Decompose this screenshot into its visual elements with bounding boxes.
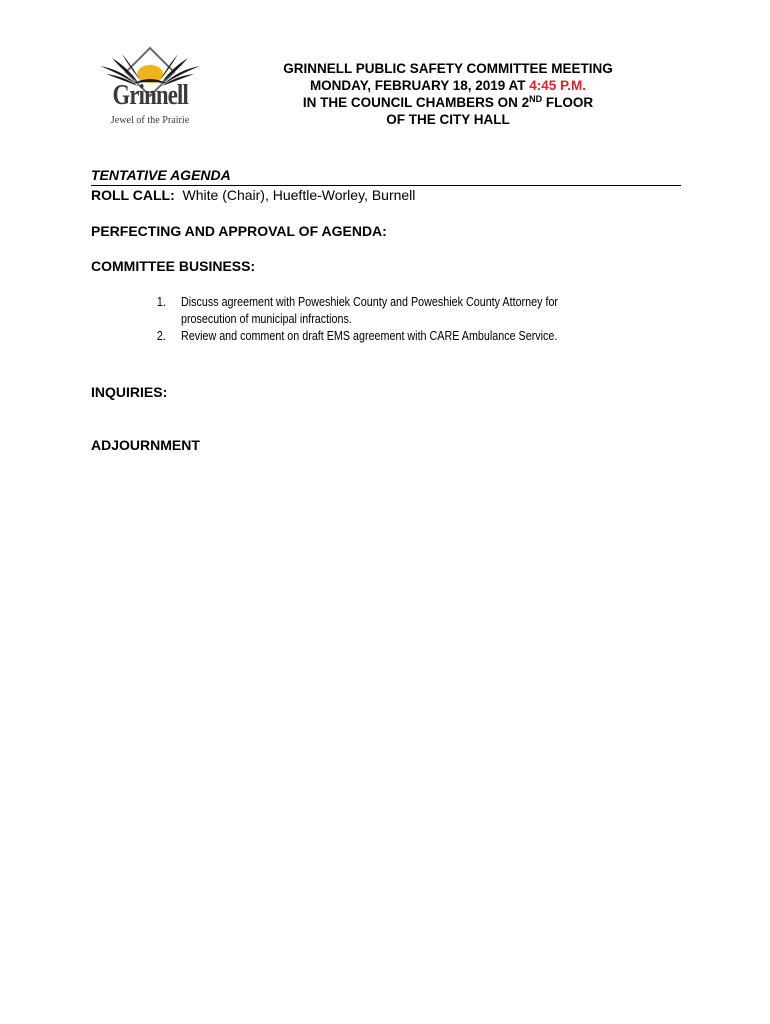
meeting-header (228, 60, 668, 128)
logo-tagline: Jewel of the Prairie (110, 114, 190, 126)
header-date: MONDAY, FEBRUARY 18, 2019 AT (309, 78, 530, 93)
header-line-1: GRINNELL PUBLIC SAFETY COMMITTEE MEETING (283, 61, 613, 76)
header-location: IN THE COUNCIL CHAMBERS ON 2 (302, 95, 530, 110)
roll-call (91, 187, 415, 204)
roll-call-label: ROLL CALL: (91, 187, 175, 203)
header-floor-superscript: ND (529, 94, 543, 104)
agenda-item-number: 2. (156, 329, 166, 343)
adjournment-heading: ADJOURNMENT (91, 437, 200, 453)
grinnell-logo (92, 44, 208, 128)
agenda-item (150, 328, 580, 345)
header-line-3 (228, 94, 668, 111)
inquiries-heading: INQUIRIES: (91, 384, 168, 400)
agenda-item-text-line: prosecution of municipal infractions. (180, 312, 352, 326)
header-floor: FLOOR (542, 95, 594, 110)
header-time: 4:45 P.M. (529, 78, 587, 93)
agenda-item (150, 294, 580, 328)
roll-call-members: White (Chair), Hueftle-Worley, Burnell (182, 187, 416, 203)
agenda-item-number: 1. (156, 295, 166, 309)
perfecting-heading: PERFECTING AND APPROVAL OF AGENDA: (91, 223, 387, 239)
agenda-item-text-line: Discuss agreement with Poweshiek County and Poweshiek County Attorney for (180, 295, 559, 309)
agenda-title: TENTATIVE AGENDA (91, 167, 681, 186)
agenda-item-text-line: Review and comment on draft EMS agreement with CARE Ambulance Service. (180, 329, 558, 343)
header-line-2 (228, 77, 668, 94)
committee-business-heading: COMMITTEE BUSINESS: (91, 258, 256, 274)
logo-wordmark: Grinnell (112, 79, 189, 111)
agenda-items-list (150, 294, 580, 345)
header-line-4: OF THE CITY HALL (386, 112, 510, 127)
